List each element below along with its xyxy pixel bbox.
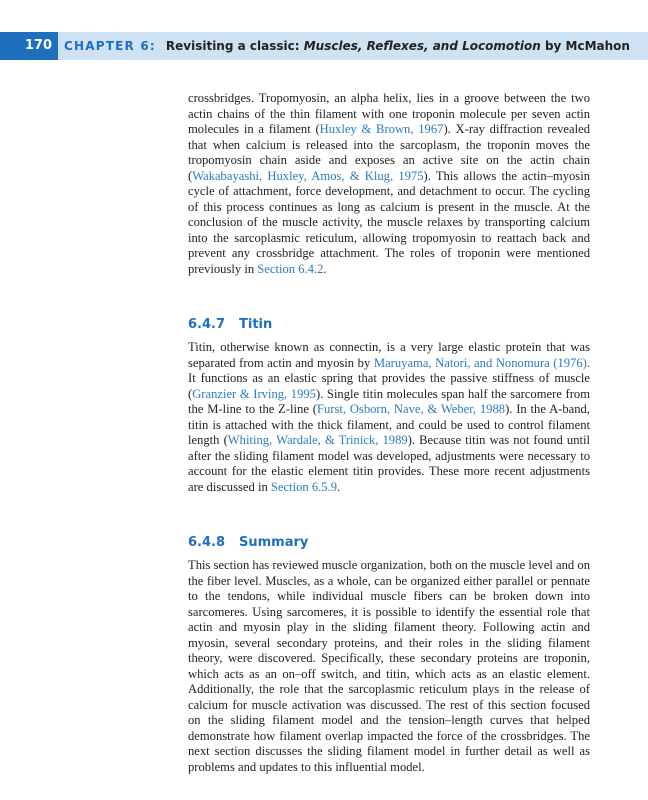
text-run: ). Because titin was not found until after the sliding filament model was developed, adjustments were necessary to account for the elastic element titin provides. These more recent adjustments are discussed in: [188, 433, 591, 494]
text-run: ). In the A-band, titin is attached with the thick filament, and could be used to control filament length (: [188, 402, 590, 447]
paragraph-titin: [188, 340, 590, 495]
citation-link[interactable]: Huxley & Brown, 1967: [319, 122, 444, 136]
body-text: [188, 91, 590, 775]
section-heading-titin: [188, 317, 590, 332]
citation-link[interactable]: Maruyama, Natori, and Nonomura (1976): [373, 355, 587, 370]
section-number: 6.4.7: [188, 317, 226, 332]
text-run: Titin, otherwise known as connectin, is a very large elastic protein that was separated from actin and myosin by: [188, 340, 590, 370]
text-run: . It functions as an elastic spring that provides the passive stiffness of muscle (: [188, 355, 591, 401]
section-title: Titin: [239, 317, 273, 332]
title-suffix: by McMahon: [540, 39, 630, 53]
page-number: 170: [0, 32, 58, 60]
paragraph-summary: This section has reviewed muscle organization, both on the muscle level and on the fiber level. Muscles, as a whole, can be organized either parallel or pennate to the tendons, while individual muscle fibers can be broken down into sarcomeres. Using sarcomeres, it is possible to identify the essential role that actin and myosin play in the sliding filament theory. Following actin and myosin, several secondary proteins, and their roles in the sliding filament theory, were discovered. Specifically, these secondary proteins are troponin, which acts as an on–off switch, and titin, which acts as an elastic element. Additionally, the role that the sarcoplasmic reticulum plays in the release of calcium for muscle activation was discussed. The rest of this section focused on the sliding filament model and the tension–length curves that helped demonstrate how filament overlap impacted the force of the crossbridges. The next section discusses the sliding filament model in further detail as well as problems and updates to this influential model.: [188, 558, 590, 774]
text-run: .: [337, 479, 341, 494]
text-run: ). Single titin molecules span half the sarcomere from the M-line to the Z-line (: [188, 386, 590, 416]
section-link[interactable]: Section 6.4.2: [257, 261, 324, 276]
chapter-title: [64, 32, 630, 60]
chapter-label: CHAPTER 6:: [64, 39, 156, 53]
text-run: ). This allows the actin–myosin cycle of attachment, force development, and detachment to occur. The cycling of this process continues as long as calcium is present in the muscle. At the conclusion of the muscle activity, the muscle relaxes by transporting calcium into the sarcoplasmic reticulum, allowing tropomyosin to reattach back and prevent any crossbridge attachment. The roles of troponin were mentioned previously in: [188, 168, 590, 276]
title-prefix: Revisiting a classic:: [165, 39, 304, 53]
text-run: ). X-ray diffraction revealed that when calcium is released into the sarcoplasm, the troponin moves the tropomyosin chain aside and exposes an active site on the actin chain (: [188, 122, 590, 183]
citation-link[interactable]: Granzier & Irving, 1995: [192, 386, 316, 401]
citation-link[interactable]: Wakabayashi, Huxley, Amos, & Klug, 1975: [192, 168, 424, 183]
text-run: crossbridges. Tropomyosin, an alpha helix, lies in a groove between the two actin chains of the thin filament with one troponin molecule per seven actin molecules in a filament (: [188, 91, 590, 136]
paragraph-continued: [188, 91, 590, 277]
section-link[interactable]: Section 6.5.9: [270, 479, 338, 494]
running-header: [0, 32, 648, 60]
citation-link[interactable]: Furst, Osborn, Nave, & Weber, 1988: [316, 402, 506, 416]
citation-link[interactable]: Whiting, Wardale, & Trinick, 1989: [227, 433, 408, 447]
section-title: Summary: [239, 535, 309, 550]
section-number: 6.4.8: [188, 535, 226, 550]
text-run: .: [323, 261, 327, 276]
section-heading-summary: [188, 535, 590, 550]
book-title: [166, 39, 630, 53]
title-italic: Muscles, Reflexes, and Locomotion: [303, 39, 541, 53]
